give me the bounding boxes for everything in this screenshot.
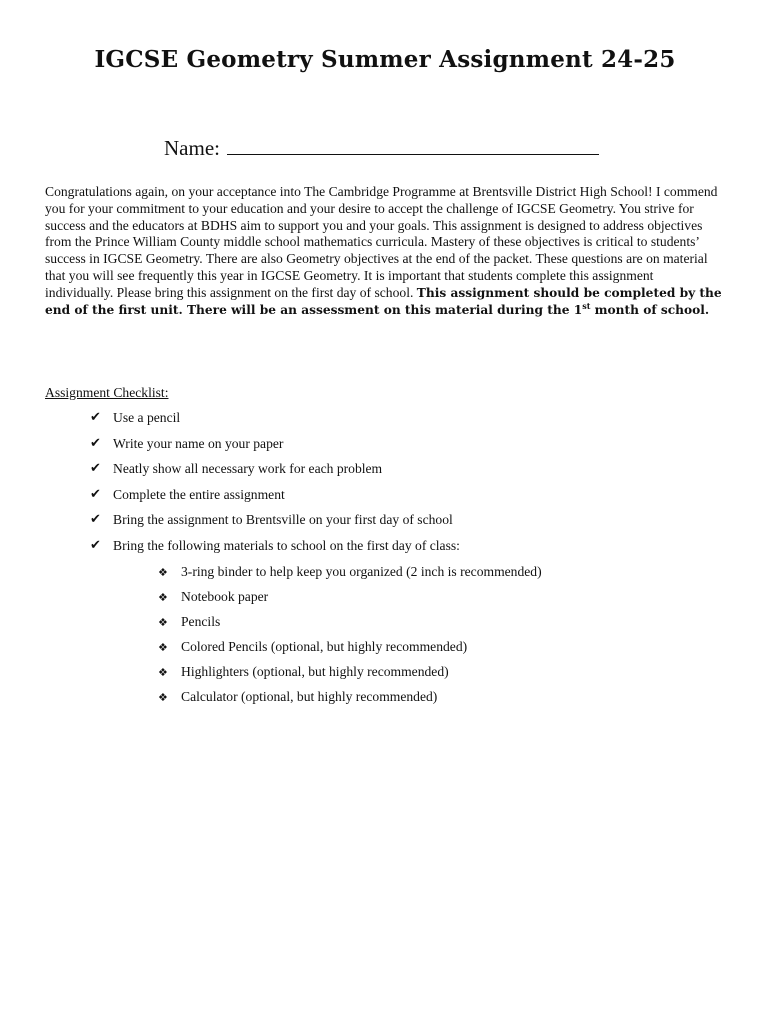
materials-item-label: Calculator (optional, but highly recommended)	[181, 689, 438, 704]
materials-list	[158, 563, 542, 713]
checkmark-icon: ✔	[90, 512, 101, 528]
four-diamond-bullet-icon: ❖	[158, 591, 168, 604]
checklist-item	[90, 434, 460, 460]
intro-paragraph	[45, 184, 725, 318]
checklist-item	[90, 536, 460, 562]
materials-item-label: Pencils	[181, 614, 221, 629]
four-diamond-bullet-icon: ❖	[158, 566, 168, 579]
materials-item-label: Colored Pencils (optional, but highly recommended)	[181, 639, 468, 654]
checklist-heading: Assignment Checklist:	[45, 385, 169, 400]
four-diamond-bullet-icon: ❖	[158, 691, 168, 704]
materials-item	[158, 588, 542, 613]
checklist	[90, 408, 460, 562]
materials-item	[158, 663, 542, 688]
name-field	[164, 136, 599, 161]
name-blank-line	[227, 138, 599, 155]
checkmark-icon: ✔	[90, 537, 101, 553]
document-title: IGCSE Geometry Summer Assignment 24-25	[94, 46, 676, 73]
intro-text: Congratulations again, on your acceptance into The Cambridge Programme at Brentsville District High School! I commend you for your commitment to your education and your desire to accept the challenge of IGCSE Geometry. You strive for success and the educators at BDHS aim to support you and your goals. This assignment is designed to address objectives from the Prince William County middle school mathematics curricula. Mastery of these objectives is critical to students’ success in IGCSE Geometry. There are also Geometry objectives at the end of the packet. These questions are on material that you will see frequently this year in IGCSE Geometry. It is important that students complete this assignment individually. Please bring this assignment on the first day of school.	[45, 184, 718, 300]
intro-bold-part2: month of school.	[590, 302, 710, 317]
intro-bold-superscript: st	[582, 300, 591, 311]
checklist-item-label: Bring the following materials to school on the first day of class:	[113, 537, 460, 553]
checklist-item	[90, 485, 460, 511]
materials-item-label: Notebook paper	[181, 589, 269, 604]
materials-item	[158, 688, 542, 713]
checklist-item-label: Complete the entire assignment	[113, 486, 285, 502]
checkmark-icon: ✔	[90, 461, 101, 477]
checkmark-icon: ✔	[90, 486, 101, 502]
materials-item	[158, 638, 542, 663]
checklist-item-label: Neatly show all necessary work for each problem	[113, 461, 383, 477]
name-label: Name:	[164, 136, 220, 160]
checkmark-icon: ✔	[90, 435, 101, 451]
checkmark-icon: ✔	[90, 410, 101, 425]
checklist-item-label: Bring the assignment to Brentsville on your first day of school	[113, 512, 453, 528]
checklist-item	[90, 510, 460, 536]
four-diamond-bullet-icon: ❖	[158, 666, 168, 679]
intro-bold-part1: This assignment should be completed by the end of the first unit. There will be an assessment on this material during the 1	[45, 285, 722, 317]
materials-item-label: Highlighters (optional, but highly recommended)	[181, 664, 449, 679]
checklist-item	[90, 459, 460, 485]
checklist-item	[90, 408, 460, 434]
materials-item-label: 3-ring binder to help keep you organized (2 inch is recommended)	[181, 564, 542, 579]
materials-item	[158, 613, 542, 638]
checklist-item-label: Write your name on your paper	[113, 435, 284, 451]
materials-item	[158, 563, 542, 588]
checklist-item-label: Use a pencil	[113, 410, 181, 425]
four-diamond-bullet-icon: ❖	[158, 616, 168, 629]
four-diamond-bullet-icon: ❖	[158, 641, 168, 654]
